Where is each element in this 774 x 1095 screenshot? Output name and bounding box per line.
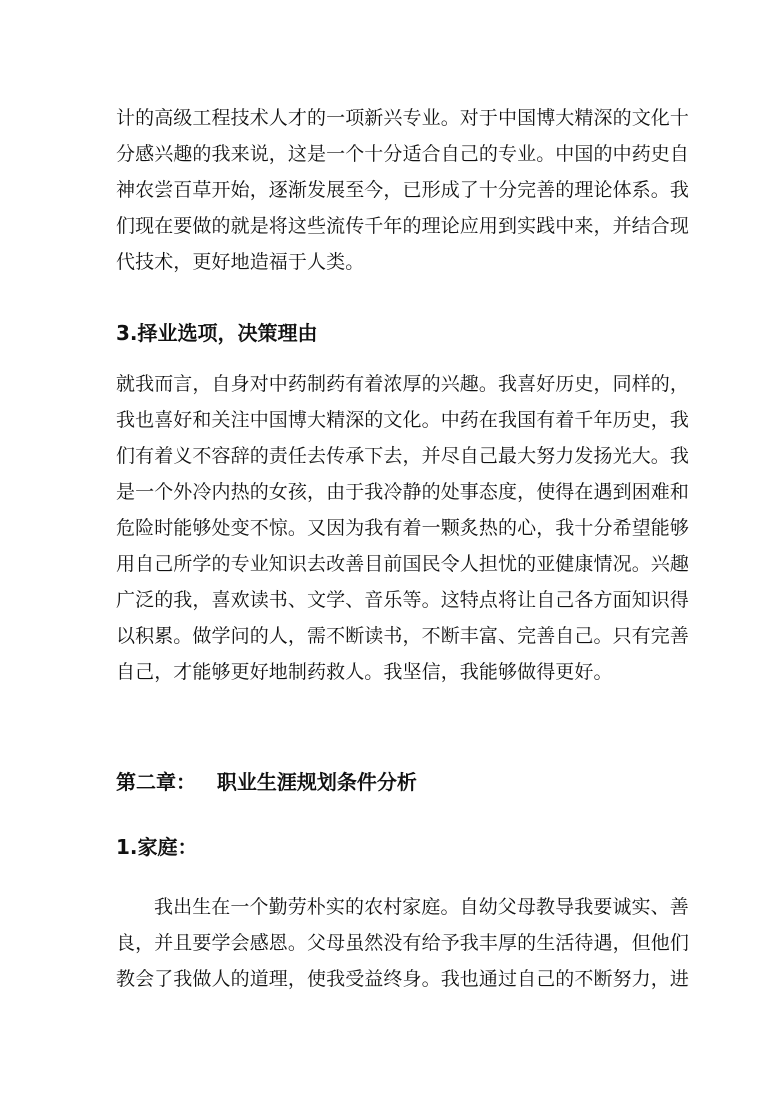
text-line: 代技术，更好地造福于人类。 xyxy=(116,251,365,273)
text-line: 分感兴趣的我来说，这是一个十分适合自己的专业。中国的中药史自 xyxy=(116,143,690,165)
text-line: 广泛的我，喜欢读书、文学、音乐等。这特点将让自己各方面知识得 xyxy=(116,589,690,611)
text-line: 神农尝百草开始，逐渐发展至今，已形成了十分完善的理论体系。我 xyxy=(116,179,690,201)
text-line: 危险时能够处变不惊。又因为我有着一颗炙热的心，我十分希望能够 xyxy=(116,517,690,539)
text-line: 我出生在一个勤劳朴实的农村家庭。自幼父母教导我要诚实、善 xyxy=(154,896,689,918)
text-line: 就我而言，自身对中药制药有着浓厚的兴趣。我喜好历史，同样的， xyxy=(116,373,690,395)
text-line: 我也喜好和关注中国博大精深的文化。中药在我国有着千年历史，我 xyxy=(116,409,690,431)
paragraph-family xyxy=(116,889,690,997)
text-line: 是一个外冷内热的女孩，由于我冷静的处事态度，使得在遇到困难和 xyxy=(116,481,690,503)
text-line: 良，并且要学会感恩。父母虽然没有给予我丰厚的生活待遇，但他们 xyxy=(116,932,690,954)
text-line: 以积累。做学问的人，需不断读书，不断丰富、完善自己。只有完善 xyxy=(116,625,690,647)
text-line: 用自己所学的专业知识去改善目前国民令人担忧的亚健康情况。兴趣 xyxy=(116,553,690,575)
paragraph-decision-reasons xyxy=(116,366,690,690)
text-line: 自己，才能够更好地制药救人。我坚信，我能够做得更好。 xyxy=(116,661,613,683)
section-heading-family: 1.家庭： xyxy=(116,835,198,859)
text-line: 们现在要做的就是将这些流传千年的理论应用到实践中来，并结合现 xyxy=(116,215,690,237)
text-line: 们有着义不容辞的责任去传承下去，并尽自己最大努力发扬光大。我 xyxy=(116,445,690,467)
chapter-title: 第二章： 职业生涯规划条件分析 xyxy=(116,770,417,794)
paragraph-major-intro xyxy=(116,100,690,280)
text-line: 教会了我做人的道理，使我受益终身。我也通过自己的不断努力，进 xyxy=(116,968,690,990)
text-line: 计的高级工程技术人才的一项新兴专业。对于中国博大精深的文化十 xyxy=(116,107,690,129)
section-heading-career-choice: 3.择业选项，决策理由 xyxy=(116,321,318,345)
